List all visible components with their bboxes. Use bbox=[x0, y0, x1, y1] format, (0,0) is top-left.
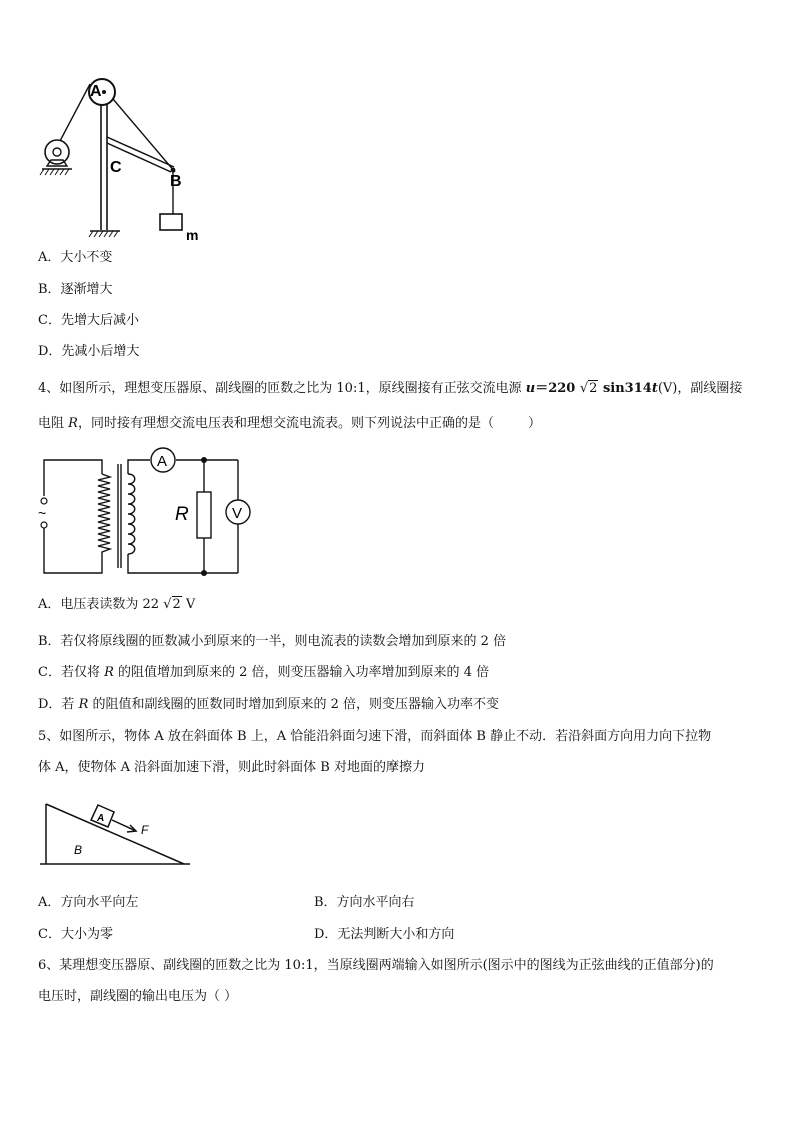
label-F: F bbox=[141, 823, 149, 837]
q6-stem-line-1: 6、某理想变压器原、副线圈的匝数之比为 10:1，当原线圈两端输入如图所示(图示中的图线为正弦曲线的正值部分)的 bbox=[38, 958, 714, 973]
q3-option-b: B．逐渐增大 bbox=[38, 282, 113, 297]
q5-option-a: A．方向水平向左 bbox=[38, 895, 139, 910]
q4-option-a: A．电压表读数为 22 √2 V bbox=[38, 597, 196, 612]
q3-option-a: A．大小不变 bbox=[38, 250, 113, 265]
q6-stem-line-2: 电压时，副线圈的输出电压为（ ） bbox=[38, 989, 238, 1004]
q3-option-d: D．先减小后增大 bbox=[38, 344, 140, 359]
ammeter-label: A bbox=[157, 453, 168, 470]
incline-figure bbox=[38, 796, 194, 870]
resistor-label: R bbox=[175, 504, 189, 525]
label-C: C bbox=[110, 159, 122, 176]
q5-stem-line-1: 5、如图所示，物体 A 放在斜面体 B 上，A 恰能沿斜面匀速下滑，而斜面体 B 静止不动．若沿斜面方向用力向下拉物 bbox=[38, 729, 712, 744]
q5-stem-line-2: 体 A，使物体 A 沿斜面加速下滑，则此时斜面体 B 对地面的摩擦力 bbox=[38, 760, 425, 775]
label-B: B bbox=[170, 173, 182, 190]
q4-option-c: C．若仅将 R 的阻值增加到原来的 2 倍，则变压器输入功率增加到原来的 4 倍 bbox=[38, 665, 490, 680]
label-A: A bbox=[97, 813, 105, 824]
voltmeter-label: V bbox=[232, 505, 243, 522]
ac-source-symbol: ~ bbox=[38, 505, 47, 521]
q4-option-b: B．若仅将原线圈的匝数减小到原来的一半，则电流表的读数会增加到原来的 2 倍 bbox=[38, 634, 507, 649]
sqrt-symbol: √2 bbox=[579, 381, 598, 396]
q4-stem-line-1: 4、如图所示，理想变压器原、副线圈的匝数之比为 10:1，原线圈接有正弦交流电源 u＝220 √2 sin314t(V)，副线圈接 bbox=[38, 381, 743, 396]
q5-option-c: C．大小为零 bbox=[38, 927, 113, 942]
pulley-rod-figure bbox=[38, 74, 218, 244]
sqrt-symbol: √2 bbox=[163, 597, 181, 612]
q5-option-d: D．无法判断大小和方向 bbox=[314, 927, 455, 942]
q4-option-d: D．若 R 的阻值和副线圈的匝数同时增加到原来的 2 倍，则变压器输入功率不变 bbox=[38, 697, 500, 712]
q3-option-c: C．先增大后减小 bbox=[38, 313, 139, 328]
q5-option-b: B．方向水平向右 bbox=[314, 895, 415, 910]
label-A: A bbox=[90, 83, 102, 100]
transformer-circuit-figure bbox=[38, 448, 260, 580]
q4-stem-line-2: 电阻 R，同时接有理想交流电压表和理想交流电流表。则下列说法中正确的是（ ） bbox=[38, 416, 541, 431]
label-B: B bbox=[74, 843, 83, 857]
label-m: m bbox=[186, 227, 199, 243]
